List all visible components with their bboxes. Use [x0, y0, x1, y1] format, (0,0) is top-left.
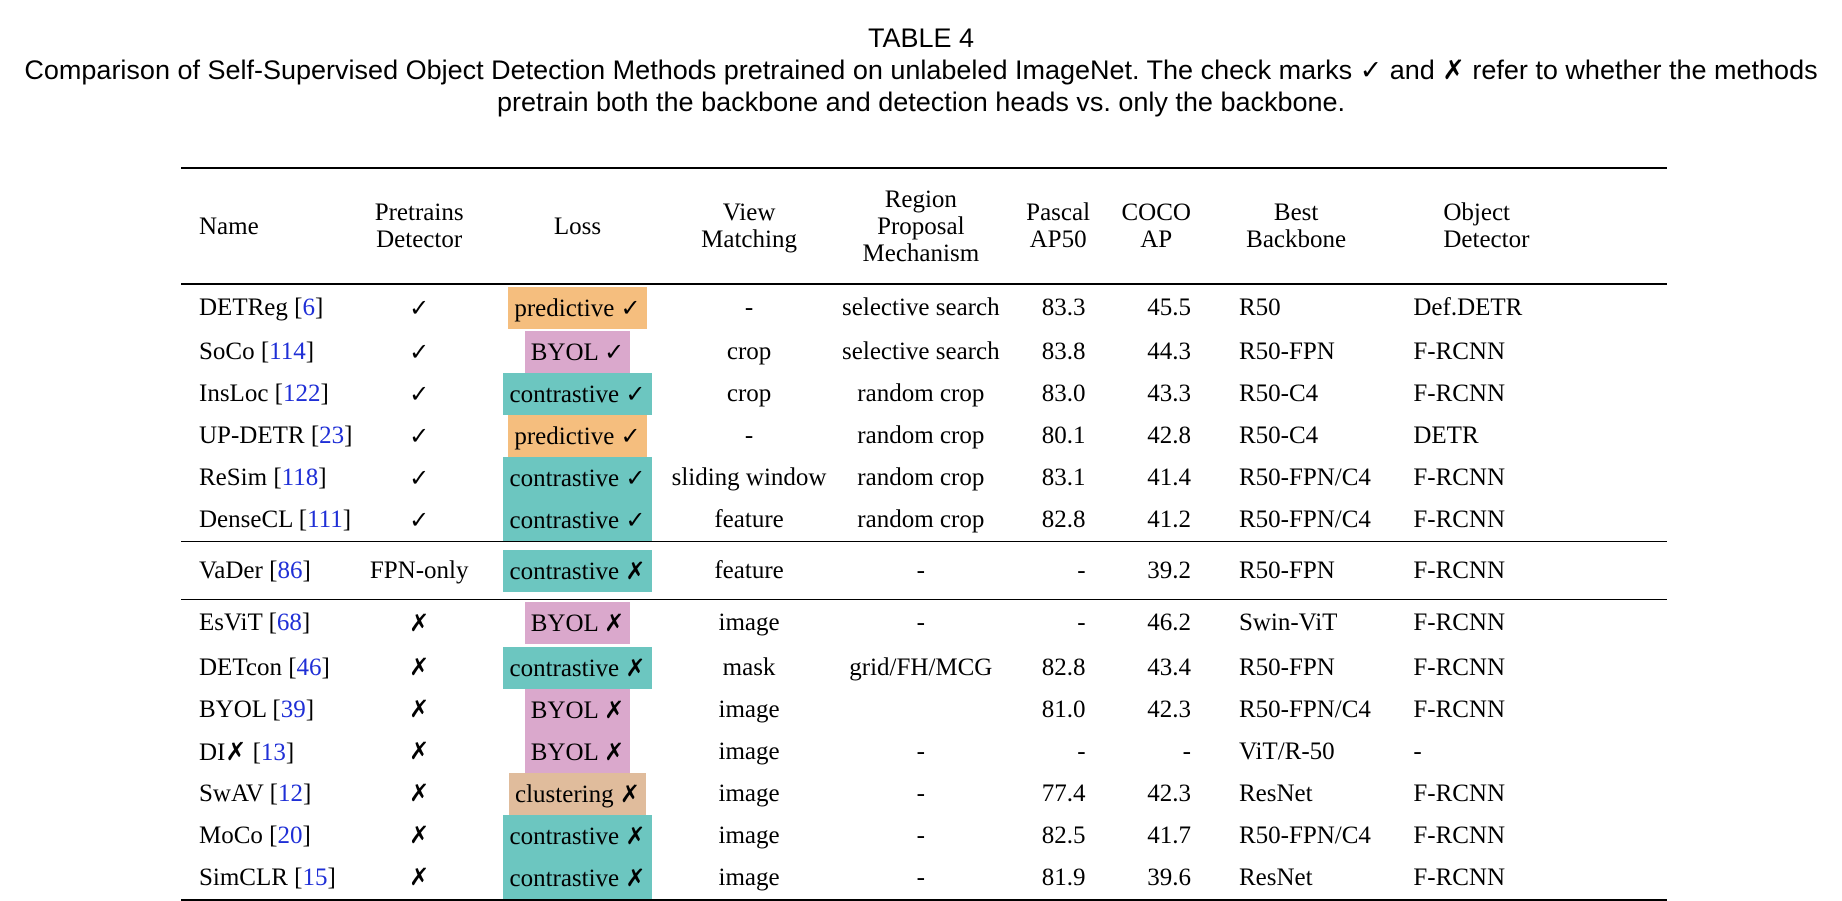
cell-loss [486, 284, 669, 331]
cell-pretrains [352, 284, 485, 331]
method-name: EsViT [199, 609, 263, 637]
cell-region-proposal: random crop [857, 464, 985, 491]
loss-badge [508, 287, 646, 329]
group-full-detector [181, 284, 1667, 542]
cell-view-matching: image [718, 863, 780, 891]
cell-coco-ap: 41.4 [1147, 464, 1191, 491]
pretrains-value: ✓ [409, 505, 430, 534]
loss-mark: ✗ [619, 779, 640, 808]
cell-name: SimCLR [15] [199, 863, 336, 891]
cell-best-backbone: R50-FPN [1238, 653, 1335, 681]
cell-best-backbone: R50 [1238, 294, 1281, 321]
cell-object-detector: - [1413, 737, 1422, 765]
loss-mark: ✓ [625, 506, 646, 534]
pretrains-value: ✗ [409, 653, 430, 681]
loss-badge [525, 731, 631, 773]
cell-region-proposal: grid/FH/MCG [849, 653, 993, 681]
loss-mark: ✓ [620, 294, 641, 322]
cell-coco-ap: 46.2 [1147, 609, 1191, 637]
cell-loss [486, 331, 669, 373]
cell-loss [486, 773, 669, 815]
cell-best-backbone: R50-FPN [1238, 338, 1335, 365]
cell-coco-ap: 43.4 [1147, 653, 1191, 681]
cell-best-backbone: R50-C4 [1238, 422, 1319, 449]
loss-label: clustering [515, 780, 614, 808]
loss-mark: ✓ [620, 422, 641, 450]
cell-view-matching: image [718, 609, 780, 637]
cell-pretrains [352, 415, 485, 457]
citation-link[interactable]: 122 [283, 380, 321, 407]
cell-name: ReSim [118] [199, 464, 327, 491]
cell-pretrains [352, 773, 485, 815]
citation-link[interactable]: 20 [277, 821, 303, 849]
loss-badge [503, 647, 651, 689]
cell-view-matching: image [718, 779, 780, 807]
pretrains-value: ✗ [409, 779, 430, 807]
cell-coco-ap: 41.2 [1147, 506, 1191, 533]
pretrains-value: ✗ [409, 737, 430, 765]
loss-label: contrastive [509, 381, 620, 408]
cell-pascal-ap50: 80.1 [1041, 422, 1086, 449]
pretrains-value: ✓ [409, 463, 430, 492]
cell-region-proposal: - [916, 863, 925, 891]
cell-view-matching: feature [714, 506, 784, 533]
cell-pretrains [352, 815, 485, 857]
pretrains-value: ✗ [409, 695, 430, 723]
citation-link[interactable]: 12 [277, 779, 303, 807]
cell-region-proposal: - [916, 609, 925, 637]
table-row [181, 600, 1667, 647]
loss-label: BYOL [530, 738, 598, 766]
cell-best-backbone: R50-FPN/C4 [1238, 464, 1371, 491]
cell-best-backbone: ResNet [1238, 779, 1313, 807]
table-row [181, 331, 1667, 373]
cell-view-matching: image [718, 737, 780, 765]
cell-best-backbone: R50-C4 [1238, 380, 1319, 407]
loss-label: contrastive [509, 507, 620, 534]
citation-link[interactable]: 114 [269, 338, 306, 365]
citation-link[interactable]: 118 [281, 464, 319, 491]
cell-view-matching: feature [714, 556, 784, 584]
method-name: UP-DETR [199, 422, 305, 449]
comparison-table-container [181, 167, 1667, 901]
method-name: BYOL [199, 695, 267, 723]
table-header [181, 168, 1667, 284]
cell-best-backbone: ViT/R-50 [1238, 737, 1335, 765]
loss-badge [503, 815, 651, 857]
cell-pascal-ap50: 83.3 [1041, 294, 1086, 321]
cell-pretrains [352, 542, 485, 600]
pretrains-value: ✗ [409, 608, 430, 637]
cell-loss [486, 457, 669, 499]
cell-view-matching: image [718, 821, 780, 849]
method-name: VaDer [199, 556, 263, 584]
table-row [181, 284, 1667, 331]
cell-pascal-ap50: 81.9 [1041, 863, 1086, 891]
loss-badge [509, 773, 646, 815]
cell-pascal-ap50: 82.5 [1041, 821, 1086, 849]
header-row [181, 168, 1667, 284]
header-object-detector: Object Detector [1443, 199, 1530, 253]
cell-object-detector: F-RCNN [1413, 506, 1506, 533]
cell-name: InsLoc [122] [199, 380, 329, 407]
loss-label: BYOL [530, 610, 598, 638]
cell-name: UP-DETR [23] [199, 422, 353, 449]
loss-mark: ✗ [625, 653, 646, 682]
citation-link[interactable]: 68 [276, 609, 302, 637]
cell-best-backbone: ResNet [1238, 863, 1313, 891]
cell-loss [486, 689, 669, 731]
group-fpn-only [181, 542, 1667, 600]
cell-pascal-ap50: 83.1 [1041, 464, 1086, 491]
table-row [181, 815, 1667, 857]
cell-view-matching: image [718, 695, 780, 723]
loss-badge [525, 602, 631, 644]
cell-pretrains [352, 647, 485, 689]
cell-loss [486, 600, 669, 647]
loss-badge [503, 457, 651, 499]
cell-region-proposal: - [916, 779, 925, 807]
pretrains-value: ✓ [409, 337, 430, 366]
pretrains-value: ✓ [409, 293, 430, 322]
cell-pretrains [352, 457, 485, 499]
cell-region-proposal: - [916, 737, 925, 765]
loss-label: contrastive [509, 557, 620, 585]
cell-region-proposal: random crop [857, 380, 985, 407]
cell-loss [486, 499, 669, 542]
loss-badge [525, 331, 631, 373]
table-row [181, 689, 1667, 731]
method-name: SimCLR [199, 863, 288, 891]
cell-pascal-ap50: - [1077, 737, 1086, 765]
cell-pretrains [352, 689, 485, 731]
cell-view-matching: - [744, 422, 754, 449]
loss-mark: ✓ [625, 380, 646, 408]
header-pretrains-detector: Pretrains Detector [374, 199, 464, 253]
cell-view-matching: - [744, 294, 754, 321]
cell-coco-ap: 45.5 [1147, 294, 1191, 321]
table-row [181, 647, 1667, 689]
header-name: Name [199, 212, 259, 240]
loss-label: predictive [514, 295, 615, 322]
cell-loss [486, 647, 669, 689]
cell-best-backbone: R50-FPN/C4 [1238, 821, 1371, 849]
cell-object-detector: F-RCNN [1413, 821, 1506, 849]
cell-loss [486, 542, 669, 600]
method-name: DETcon [199, 653, 282, 681]
cell-loss [486, 373, 669, 415]
cell-coco-ap: 42.3 [1147, 779, 1191, 807]
pretrains-value: FPN-only [369, 556, 469, 584]
cell-view-matching: sliding window [671, 464, 827, 491]
cell-name: DenseCL [111] [199, 506, 352, 533]
cell-coco-ap: 43.3 [1147, 380, 1191, 407]
cell-object-detector: F-RCNN [1413, 380, 1506, 407]
cell-object-detector: F-RCNN [1413, 338, 1506, 365]
method-name: DI✗ [199, 738, 247, 766]
cell-best-backbone: Swin-ViT [1238, 609, 1338, 637]
loss-label: contrastive [509, 654, 620, 682]
cell-pretrains [352, 499, 485, 542]
pretrains-value: ✓ [409, 379, 430, 408]
citation-link[interactable]: 46 [296, 653, 322, 681]
loss-label: BYOL [530, 696, 598, 724]
loss-mark: ✗ [625, 863, 646, 892]
group-backbone-only [181, 600, 1667, 900]
cell-pascal-ap50: - [1077, 609, 1086, 637]
cell-view-matching: crop [726, 380, 772, 407]
cell-pretrains [352, 331, 485, 373]
loss-mark: ✗ [604, 609, 625, 638]
table-row [181, 415, 1667, 457]
cell-name: VaDer [86] [199, 556, 311, 584]
table-title: TABLE 4 [867, 23, 975, 53]
cell-coco-ap: 42.3 [1147, 695, 1191, 723]
loss-mark: ✗ [604, 695, 625, 724]
cell-name: MoCo [20] [199, 821, 311, 849]
table-row [181, 731, 1667, 773]
cell-region-proposal: selective search [842, 294, 1000, 321]
cell-name: BYOL [39] [199, 695, 315, 723]
method-name: MoCo [199, 821, 263, 849]
cell-coco-ap: - [1182, 737, 1191, 765]
loss-label: contrastive [509, 822, 620, 850]
cell-region-proposal: random crop [857, 506, 985, 533]
cell-object-detector: F-RCNN [1413, 863, 1506, 891]
cell-pascal-ap50: 82.8 [1041, 506, 1086, 533]
cell-region-proposal: selective search [842, 338, 1000, 365]
cell-best-backbone: R50-FPN [1238, 556, 1335, 584]
citation-link[interactable]: 13 [260, 738, 286, 766]
table-row [181, 373, 1667, 415]
method-name: InsLoc [199, 380, 269, 407]
cell-view-matching: mask [722, 653, 776, 681]
citation-link[interactable]: 39 [280, 695, 306, 723]
cell-pretrains [352, 857, 485, 900]
pretrains-value: ✓ [409, 421, 430, 450]
header-region-proposal: Region Proposal Mechanism [862, 185, 980, 267]
cell-pretrains [352, 373, 485, 415]
loss-label: BYOL [530, 339, 598, 366]
cell-loss [486, 415, 669, 457]
loss-badge [503, 857, 651, 899]
cell-object-detector: F-RCNN [1413, 779, 1506, 807]
cell-object-detector: DETR [1413, 422, 1479, 449]
method-name: ReSim [199, 464, 268, 491]
cell-view-matching: crop [726, 338, 772, 365]
loss-label: contrastive [509, 864, 620, 892]
cell-object-detector: F-RCNN [1413, 653, 1506, 681]
citation-link[interactable]: 23 [319, 422, 345, 449]
cell-object-detector: F-RCNN [1413, 695, 1506, 723]
cell-coco-ap: 44.3 [1147, 338, 1191, 365]
cell-name: SoCo [114] [199, 338, 315, 365]
cell-coco-ap: 42.8 [1147, 422, 1191, 449]
loss-mark: ✓ [625, 464, 646, 492]
cell-best-backbone: R50-FPN/C4 [1238, 506, 1371, 533]
cell-pretrains [352, 600, 485, 647]
header-loss: Loss [553, 212, 602, 240]
cell-pascal-ap50: 83.8 [1041, 338, 1086, 365]
cell-object-detector: F-RCNN [1413, 609, 1506, 637]
cell-name: DETcon [46] [199, 653, 330, 681]
header-view-matching: View Matching [701, 199, 797, 253]
cell-region-proposal: random crop [857, 422, 985, 449]
cell-pascal-ap50: 81.0 [1041, 695, 1086, 723]
loss-badge [525, 689, 631, 731]
cell-name: SwAV [12] [199, 779, 312, 807]
loss-badge [508, 415, 646, 457]
method-name: DenseCL [199, 506, 293, 533]
cell-loss [486, 815, 669, 857]
cell-coco-ap: 41.7 [1147, 821, 1191, 849]
loss-badge [503, 499, 651, 541]
cell-pascal-ap50: 77.4 [1041, 779, 1086, 807]
loss-mark: ✗ [625, 821, 646, 850]
loss-label: contrastive [509, 465, 620, 492]
cell-coco-ap: 39.6 [1147, 863, 1191, 891]
loss-mark: ✗ [625, 556, 646, 585]
cell-region-proposal [829, 689, 1013, 731]
header-best-backbone: Best Backbone [1246, 199, 1347, 253]
citation-link[interactable]: 6 [302, 294, 315, 321]
citation-link[interactable]: 15 [302, 863, 328, 891]
table-row [181, 773, 1667, 815]
cell-name: EsViT [68] [199, 609, 311, 637]
table-row [181, 499, 1667, 542]
cell-pretrains [352, 731, 485, 773]
pretrains-value: ✗ [409, 863, 430, 891]
method-name: SwAV [199, 779, 264, 807]
cell-object-detector: F-RCNN [1413, 556, 1506, 584]
cell-pascal-ap50: 83.0 [1041, 380, 1086, 407]
table-caption [0, 22, 1842, 118]
table-row [181, 542, 1667, 600]
cell-loss [486, 857, 669, 900]
method-name: DETReg [199, 294, 288, 321]
cell-object-detector: Def.DETR [1413, 294, 1523, 321]
header-pascal-ap50: Pascal AP50 [1026, 199, 1091, 253]
cell-object-detector: F-RCNN [1413, 464, 1506, 491]
citation-link[interactable]: 111 [307, 506, 343, 533]
pretrains-value: ✗ [409, 821, 430, 849]
cell-region-proposal: - [916, 821, 925, 849]
caption-text: Comparison of Self-Supervised Object Detection Methods pretrained on unlabeled ImageNet. The check marks ✓ and ✗ refer to whether the methods pretrain both the backbone and detection heads vs. only the backbone. [24, 55, 1818, 117]
cell-loss [486, 731, 669, 773]
cell-name: DI✗ [13] [199, 738, 295, 766]
comparison-table [181, 167, 1667, 901]
method-name: SoCo [199, 338, 255, 365]
loss-label: predictive [514, 423, 615, 450]
cell-region-proposal: - [916, 556, 925, 584]
table-row [181, 857, 1667, 900]
table-row [181, 457, 1667, 499]
cell-coco-ap: 39.2 [1147, 556, 1191, 584]
header-coco-ap: COCO AP [1121, 199, 1191, 253]
citation-link[interactable]: 86 [277, 556, 303, 584]
cell-best-backbone: R50-FPN/C4 [1238, 695, 1371, 723]
loss-badge [503, 373, 651, 415]
cell-pascal-ap50: 82.8 [1041, 653, 1086, 681]
loss-mark: ✗ [604, 737, 625, 766]
cell-pascal-ap50: - [1077, 556, 1086, 584]
loss-mark: ✓ [604, 338, 625, 366]
cell-name: DETReg [6] [199, 294, 324, 321]
loss-badge [503, 550, 651, 592]
